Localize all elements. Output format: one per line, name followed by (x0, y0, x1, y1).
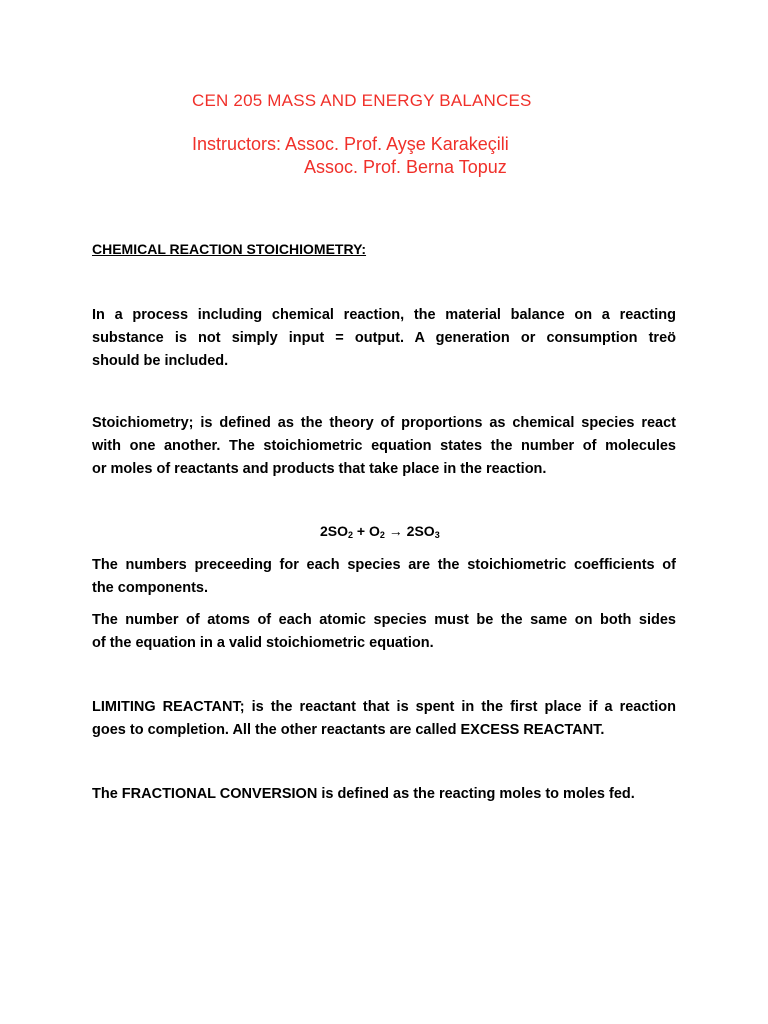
paragraph-stoichiometry (92, 412, 676, 481)
section-heading: CHEMICAL REACTION STOICHIOMETRY: (92, 241, 367, 257)
equation-subscript: 2 (379, 530, 385, 540)
paragraph-line: should be included. (92, 353, 229, 369)
paragraph-line: The number of atoms of each atomic species must be the same on both sides (92, 612, 676, 628)
paragraph-intro (92, 304, 676, 373)
equation-product: → 2SO (384, 523, 435, 539)
paragraph-line: Stoichiometry; is defined as the theory of proportions as chemical species react (92, 415, 676, 431)
paragraph-fractional-conversion (92, 783, 676, 806)
instructors-line-continued: Assoc. Prof. Berna Topuz (304, 157, 507, 177)
paragraph-line: substance is not simply input = output. A generation or consumption treö (92, 330, 676, 346)
equation-reactant-1: 2SO (320, 523, 349, 539)
course-title: CEN 205 MASS AND ENERGY BALANCES (192, 91, 532, 110)
paragraph-line: of the equation in a valid stoichiometric equation. (92, 635, 434, 651)
paragraph-line: with one another. The stoichiometric equation states the number of molecules (92, 438, 676, 454)
paragraph-limiting-reactant (92, 696, 676, 742)
stoichiometric-equation (320, 523, 440, 540)
paragraph-line: The FRACTIONAL CONVERSION is defined as the reacting moles to moles fed. (92, 786, 635, 802)
paragraph-line: In a process including chemical reaction, the material balance on a reacting (92, 307, 676, 323)
paragraph-line: LIMITING REACTANT; is the reactant that is spent in the first place if a reaction (92, 699, 676, 715)
instructors-line: Instructors: Assoc. Prof. Ayşe Karakeçili (192, 134, 509, 154)
paragraph-line: the components. (92, 580, 209, 596)
paragraph-line: goes to completion. All the other reactants are called EXCESS REACTANT. (92, 722, 605, 738)
paragraph-atoms (92, 609, 676, 655)
paragraph-line: or moles of reactants and products that take place in the reaction. (92, 461, 547, 477)
equation-reactant-2: + O (353, 523, 380, 539)
paragraph-line: The numbers preceeding for each species are the stoichiometric coefficients of (92, 557, 676, 573)
equation-subscript: 3 (434, 530, 440, 540)
equation-subscript: 2 (348, 530, 354, 540)
paragraph-coefficients (92, 554, 676, 600)
